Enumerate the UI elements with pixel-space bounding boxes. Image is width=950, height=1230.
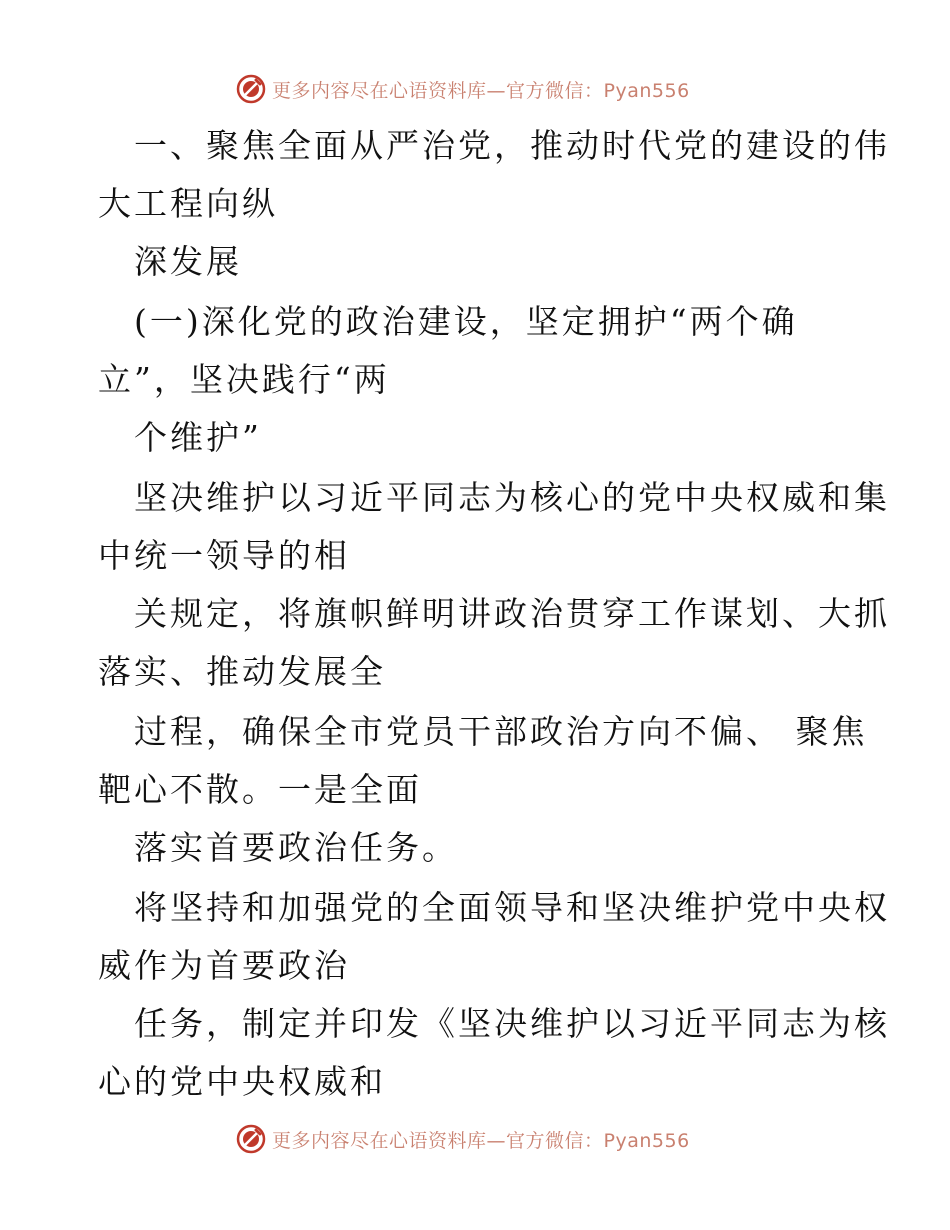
watermark-text: 更多内容尽在心语资料库—官方微信：Pyan556 [272,1129,690,1152]
text-line: 深发展 [134,242,242,281]
text-line: 大工程向纵 [98,184,278,223]
pen-logo-icon [236,1124,266,1154]
text-line: 关规定，将旗帜鲜明讲政治贯穿工作谋划、大抓 [134,594,890,633]
header-watermark [236,72,716,106]
text-line: 立”，坚决践行“两 [98,360,390,399]
text-line: 心的党中央权威和 [98,1062,386,1101]
text-line: 坚决维护以习近平同志为核心的党中央权威和集 [134,478,890,517]
text-line: 落实首要政治任务。 [134,828,458,867]
text-line: 将坚持和加强党的全面领导和坚决维护党中央权 [134,888,890,927]
text-line: 威作为首要政治 [98,946,350,985]
watermark-text: 更多内容尽在心语资料库—官方微信：Pyan556 [272,79,690,102]
text-line: 中统一领导的相 [98,536,350,575]
text-line: 靶心不散。一是全面 [98,770,422,809]
footer-watermark [236,1122,716,1156]
text-line: 一、聚焦全面从严治党，推动时代党的建设的伟 [134,126,890,165]
text-line: (一)深化党的政治建设，坚定拥护“两个确 [134,302,798,341]
text-line: 过程，确保全市党员干部政治方向不偏、 聚焦 [134,712,868,751]
text-line: 个维护” [134,418,262,457]
pen-logo-icon [236,74,266,104]
text-line: 任务，制定并印发《坚决维护以习近平同志为核 [134,1004,890,1043]
text-line: 落实、推动发展全 [98,652,386,691]
